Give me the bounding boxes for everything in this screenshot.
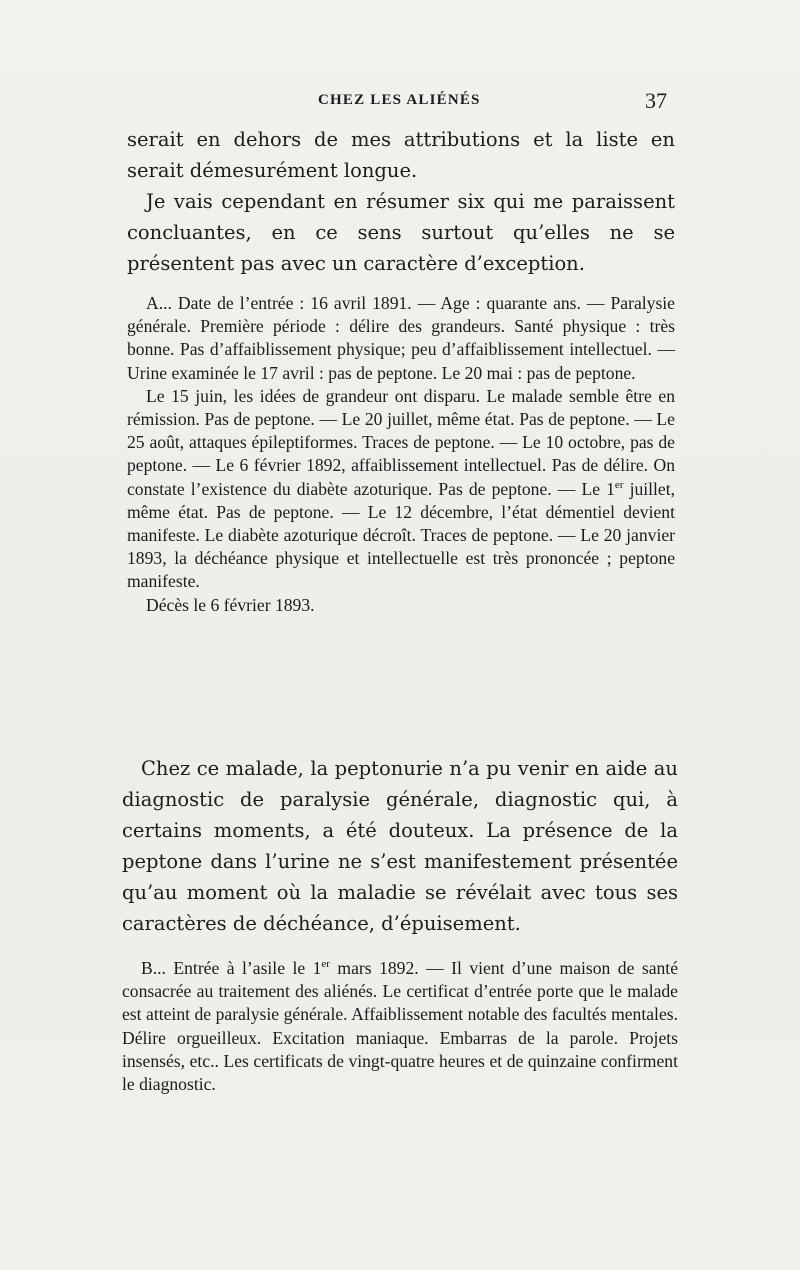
- case-a-text-part-2: juillet, même état. Pas de peptone. — Le 12 décembre, l’état démentiel devient manifeste. Le diabète azoturique décroît. Traces de peptone. — Le 20 janvier 1893, la déchéance physique et intellectuelle est très prononcée ; peptone manifeste.: [127, 478, 676, 592]
- case-a-death-note: Décès le 6 février 1893.: [146, 594, 315, 615]
- case-b-text-part-2: mars 1892. — Il vient d’une maison de santé consacrée au traitement des aliénés. Le certificat d’entrée porte que le malade est atteint de paralysie générale. Affaiblissement notable des facultés mentales. Délire orgueilleux. Excitation maniaque. Embarras de la parole. Projets insensés, etc.. Les certificats de vingt-quatre heures et de quinzaine confirment le diagnostic.: [122, 958, 679, 1095]
- commentary-section: [122, 753, 678, 939]
- running-head: [0, 88, 800, 116]
- commentary-paragraph: Chez ce malade, la peptonurie n’a pu venir en aide au diagnostic de paralysie générale, diagnostic qui, à certains moments, a été douteux. La présence de la peptone dans l’urine ne s’est manifestement présentée qu’au moment où la maladie se révélait avec tous ses caractères de déchéance, d’épuisement.: [122, 757, 678, 935]
- case-a-paragraph-2: [127, 385, 675, 594]
- intro-section: [127, 124, 675, 279]
- intro-continuation: serait en dehors de mes attributions et la liste en serait démesurément longue.: [127, 128, 675, 182]
- case-a-section: [127, 292, 675, 617]
- case-b-text-part-1: B... Entrée à l’asile le 1: [141, 958, 322, 978]
- page-number: 37: [645, 88, 667, 113]
- ordinal-superscript: er: [614, 478, 624, 491]
- case-a-paragraph-1: A... Date de l’entrée : 16 avril 1891. — Age : quarante ans. — Paralysie générale. Première période : délire des grandeurs. Santé physique : très bonne. Pas d’affaiblissement physique; peu d’affaiblissement intellectuel. — Urine examinée le 17 avril : pas de peptone. Le 20 mai : pas de peptone.: [127, 293, 675, 383]
- case-b-paragraph: [122, 957, 678, 1096]
- ordinal-superscript: er: [321, 958, 330, 971]
- case-b-section: [122, 957, 678, 1096]
- intro-paragraph: Je vais cependant en résumer six qui me paraissent concluantes, en ce sens surtout qu’elles ne se présentent pas avec un caractère d’exception.: [127, 190, 675, 275]
- case-a-text-part-1: Le 15 juin, les idées de grandeur ont disparu. Le malade semble être en rémission. Pas de peptone. — Le 20 juillet, même état. Pas de peptone. — Le 25 août, attaques épileptiformes. Traces de peptone. — Le 10 octobre, pas de peptone. — Le 6 février 1892, affaiblissement intellectuel. Pas de délire. On constate l’existence du diabète azoturique. Pas de peptone. — Le 1: [127, 385, 675, 499]
- running-title: CHEZ LES ALIÉNÉS: [318, 92, 481, 108]
